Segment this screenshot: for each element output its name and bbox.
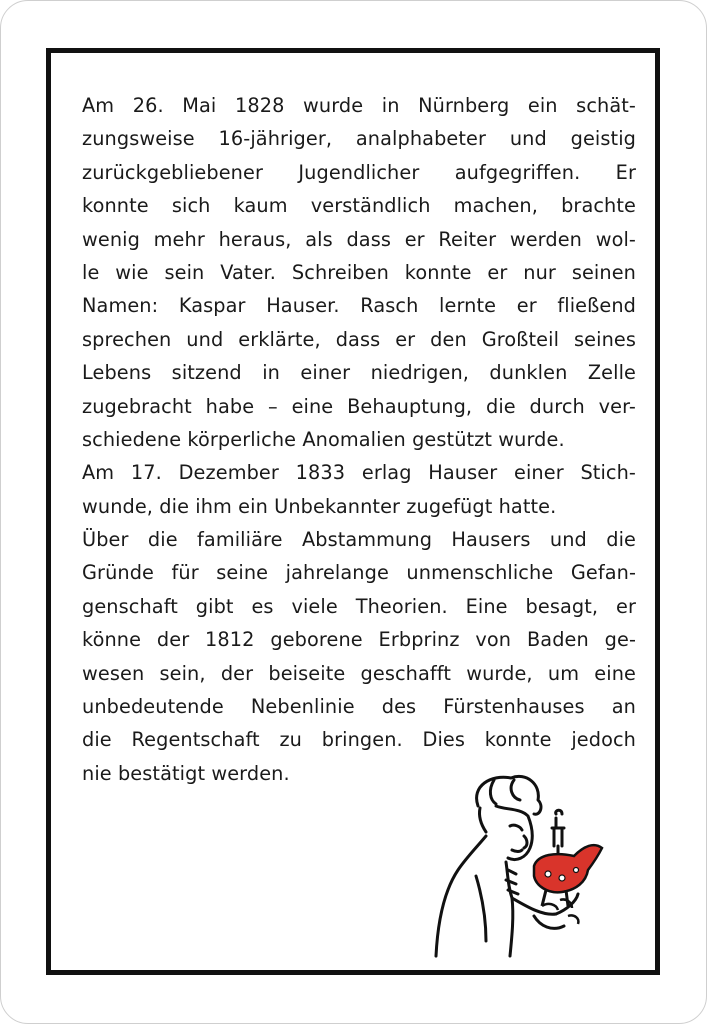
text-line: Am 17. Dezember 1833 erlag Hauser einer Stich- <box>82 461 636 485</box>
text-line: wunde, die ihm ein Unbekannter zugefügt hatte. <box>82 494 557 518</box>
text-line: nie bestätigt werden. <box>82 761 290 785</box>
text-line: wesen sein, der beiseite geschafft wurde, um eine <box>82 661 636 685</box>
text-line: könne der 1812 geborene Erbprinz von Baden ge- <box>82 628 636 652</box>
text-line: zungsweise 16-jähriger, analphabeter und geistig <box>82 127 636 151</box>
text-line: sprechen und erklärte, dass er den Großteil seines <box>82 327 636 351</box>
text-line: die Regentschaft zu bringen. Dies konnte jedoch <box>82 728 636 752</box>
text-line: le wie sein Vater. Schreiben konnte er nur seinen <box>82 260 636 284</box>
text-line: zurückgebliebener Jugendlicher aufgegriffen. Er <box>82 160 636 184</box>
text-line: Lebens sitzend in einer niedrigen, dunklen Zelle <box>82 361 636 385</box>
text-line: Namen: Kaspar Hauser. Rasch lernte er fließend <box>82 294 636 318</box>
text-line: schiedene körperliche Anomalien gestützt wurde. <box>82 427 565 451</box>
text-line: wenig mehr heraus, als dass er Reiter werden wol- <box>82 227 636 251</box>
text-line: konnte sich kaum verständlich machen, brachte <box>82 194 636 218</box>
text-line: genschaft gibt es viele Theorien. Eine besagt, er <box>82 594 636 618</box>
text-line: Am 26. Mai 1828 wurde in Nürnberg ein schät- <box>82 94 636 117</box>
kaspar-hauser-with-toy-horse-icon <box>416 766 616 966</box>
card-text <box>82 89 636 790</box>
text-line: zugebracht habe – eine Behauptung, die durch ver- <box>82 394 636 418</box>
text-line: Gründe für seine jahrelange unmenschliche Gefan- <box>82 561 636 585</box>
text-line: unbedeutende Nebenlinie des Fürstenhauses an <box>82 695 636 719</box>
text-line: Über die familiäre Abstammung Hausers und die <box>82 528 636 552</box>
